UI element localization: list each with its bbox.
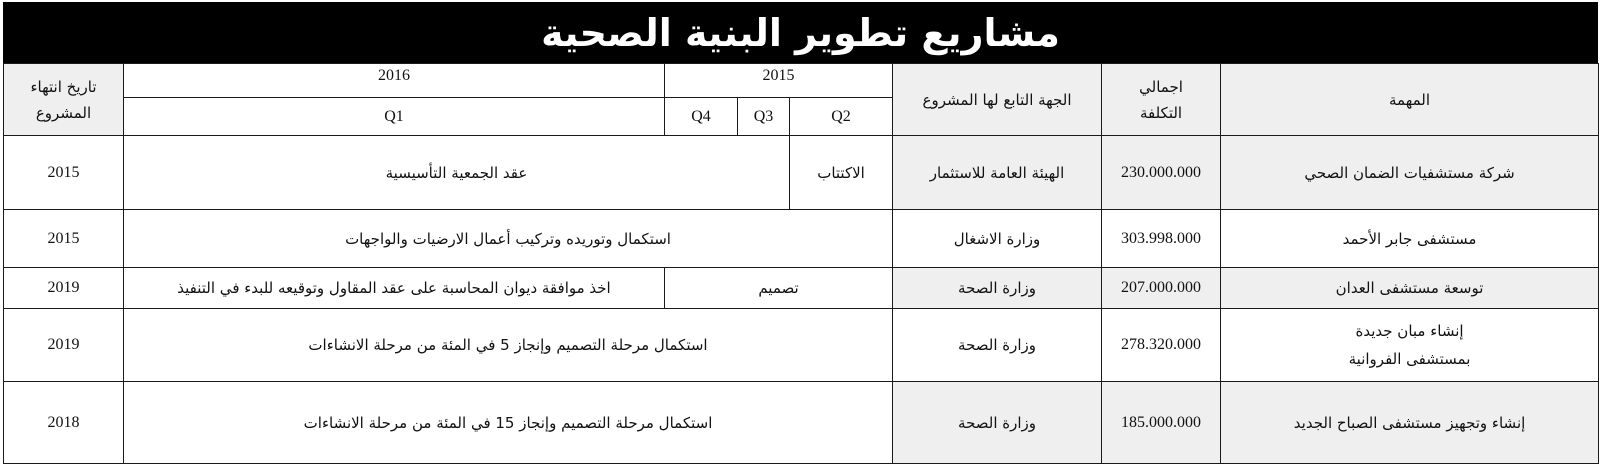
table-row (4, 309, 1599, 382)
cost-cell: 230.000.000 (1102, 136, 1221, 210)
task-cell: إنشاء وتجهيز مستشفى الصباح الجديد (1221, 382, 1599, 464)
projects-table (3, 63, 1599, 464)
stage-cell: تصميم (665, 268, 893, 309)
table-row (4, 136, 1599, 210)
end-date-cell: 2019 (4, 268, 124, 309)
task-cell (1221, 309, 1599, 382)
stage-cell: عقد الجمعية التأسيسية (124, 136, 790, 210)
page-title: مشاريع تطوير البنية الصحية (3, 2, 1598, 63)
header-q1: Q1 (124, 98, 665, 136)
entity-cell: الهيئة العامة للاستثمار (893, 136, 1102, 210)
header-year-2015: 2015 (665, 64, 893, 98)
end-date-cell: 2015 (4, 136, 124, 210)
cost-cell: 303.998.000 (1102, 210, 1221, 268)
task-line: بمستشفى الفروانية (1348, 350, 1471, 368)
table-row (4, 382, 1599, 464)
task-cell: شركة مستشفيات الضمان الصحي (1221, 136, 1599, 210)
stage-cell: الاكتتاب (790, 136, 893, 210)
cost-cell: 278.320.000 (1102, 309, 1221, 382)
stage-cell: استكمال وتوريده وتركيب أعمال الارضيات والواجهات (124, 210, 893, 268)
header-year-2016: 2016 (124, 64, 665, 98)
stage-cell: استكمال مرحلة التصميم وإنجاز 15 في المئة من مرحلة الانشاءات (124, 382, 893, 464)
stage-cell: استكمال مرحلة التصميم وإنجاز 5 في المئة من مرحلة الانشاءات (124, 309, 893, 382)
header-row-years (4, 64, 1599, 98)
cost-cell: 185.000.000 (1102, 382, 1221, 464)
header-total-cost: اجمالي التكلفة (1102, 64, 1221, 136)
entity-cell: وزارة الاشغال (893, 210, 1102, 268)
end-date-cell: 2019 (4, 309, 124, 382)
cost-cell: 207.000.000 (1102, 268, 1221, 309)
header-q2: Q2 (790, 98, 893, 136)
entity-cell: وزارة الصحة (893, 309, 1102, 382)
header-q4: Q4 (665, 98, 738, 136)
entity-cell: وزارة الصحة (893, 268, 1102, 309)
header-q3: Q3 (738, 98, 790, 136)
table-row (4, 210, 1599, 268)
header-task: المهمة (1221, 64, 1599, 136)
end-date-cell: 2015 (4, 210, 124, 268)
task-cell: توسعة مستشفى العدان (1221, 268, 1599, 309)
stage-cell: اخذ موافقة ديوان المحاسبة على عقد المقاول وتوقيعه للبدء في التنفيذ (124, 268, 665, 309)
task-cell: مستشفى جابر الأحمد (1221, 210, 1599, 268)
header-entity: الجهة التابع لها المشروع (893, 64, 1102, 136)
task-line: إنشاء مبان جديدة (1355, 322, 1464, 340)
header-end-date: تاريخ انتهاء المشروع (4, 64, 124, 136)
table-row (4, 268, 1599, 309)
entity-cell: وزارة الصحة (893, 382, 1102, 464)
end-date-cell: 2018 (4, 382, 124, 464)
